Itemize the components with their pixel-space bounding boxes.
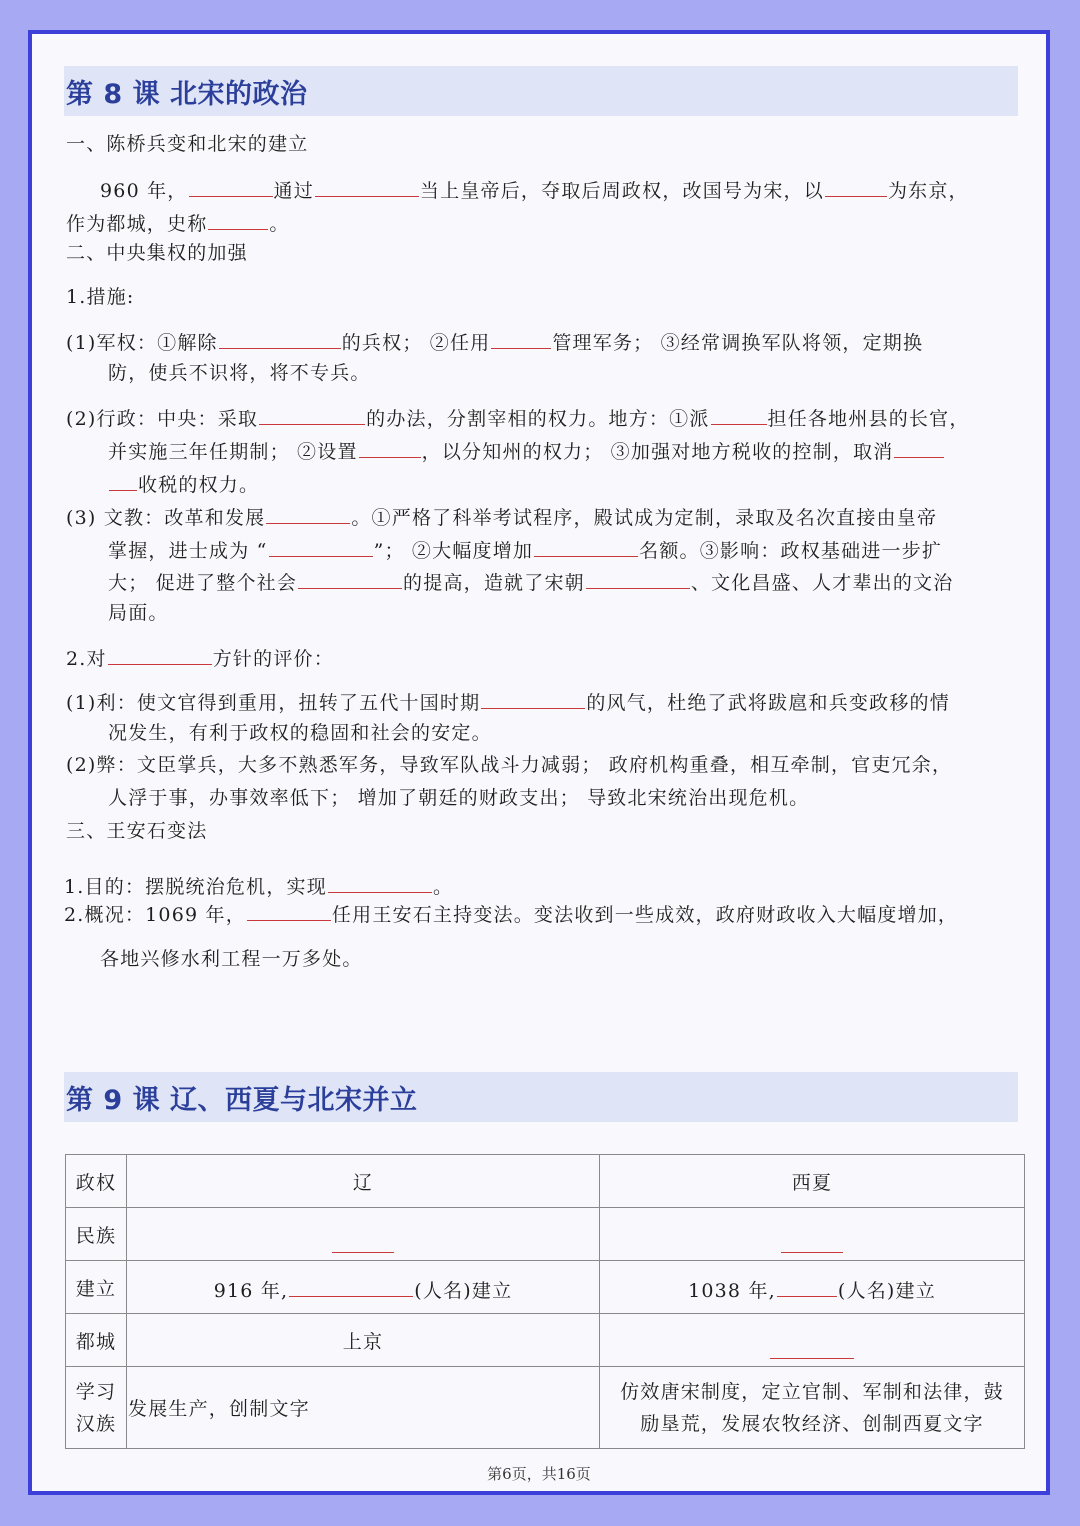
fill-blank: [894, 433, 944, 458]
fill-blank: [219, 324, 341, 349]
page-number: 第6页，共16页: [487, 1465, 591, 1483]
fill-blank: [777, 1272, 837, 1297]
goal-line: 1.目的：摆脱统治危机，实现 。: [64, 868, 453, 904]
fill-blank: [259, 400, 365, 425]
admin-line-3: 收税的权力。: [108, 466, 259, 502]
xixia-learn-cell: 仿效唐宋制度，定立官制、军制和法律，鼓 励垦荒，发展农牧经济、创制西夏文字: [600, 1367, 1025, 1449]
table-row: [66, 1314, 1025, 1367]
admin-line-2: 并实施三年任期制； ②设置 ，以分知州的权力； ③加强对地方税收的控制，取消: [108, 433, 945, 469]
section-1-heading: 一、陈桥兵变和北宋的建立: [66, 133, 309, 155]
table-row: [66, 1261, 1025, 1314]
row-header-learn-han: 学习 汉族: [66, 1367, 127, 1449]
col-header-liao: 辽: [127, 1155, 600, 1208]
row-header-ethnic: 民族: [66, 1208, 127, 1261]
lesson8-header: [64, 66, 1018, 116]
fill-blank: [189, 172, 273, 197]
culture-line-2: 掌握，进士成为 “ ”； ②大幅度增加 名额。③影响：政权基础进一步扩: [108, 532, 942, 568]
pros-line-2: 况发生，有利于政权的稳固和社会的安定。: [108, 722, 492, 744]
row-header-capital: 都城: [66, 1314, 127, 1367]
overview-line-1: 2.概况：1069 年， 任用王安石主持变法。变法收到一些成效，政府财政收入大幅度增加，: [64, 896, 958, 932]
liao-learn-cell: 发展生产，创制文字: [127, 1367, 600, 1449]
fill-blank: [108, 640, 212, 665]
fill-blank: [481, 684, 585, 709]
fill-blank: [289, 1272, 413, 1297]
table-row: [66, 1155, 1025, 1208]
military-line-1: (1)军权：①解除 的兵权； ②任用 管理军务； ③经常调换军队将领，定期换: [66, 324, 923, 360]
col-header-xixia: 西夏: [600, 1155, 1025, 1208]
fill-blank: [359, 433, 421, 458]
fill-blank: [491, 324, 551, 349]
lesson8-title: 第 8 课 北宋的政治: [66, 79, 308, 110]
liao-founding-cell: 916 年, (人名)建立: [127, 1261, 600, 1314]
admin-line-1: (2)行政：中央：采取 的办法，分割宰相的权力。地方：①派 担任各地州县的长官，: [66, 400, 970, 436]
fill-blank: [770, 1334, 854, 1359]
xixia-founding-cell: 1038 年, (人名)建立: [600, 1261, 1025, 1314]
xixia-capital-cell: [600, 1314, 1025, 1367]
fill-blank: [269, 532, 373, 557]
measures-heading: 1.措施:: [66, 286, 135, 308]
lesson9-header: [64, 1072, 1018, 1122]
para-1-line-1: 960 年， 通过 当上皇帝后，夺取后周政权，改国号为宋，以 为东京，: [100, 172, 969, 208]
fill-blank: [328, 868, 432, 893]
overview-line-2: 各地兴修水利工程一万多处。: [100, 948, 363, 970]
military-line-2: 防，使兵不识将，将不专兵。: [108, 362, 371, 384]
section-2-heading: 二、中央集权的加强: [66, 242, 248, 264]
fill-blank: [266, 499, 350, 524]
fill-blank: [109, 466, 137, 491]
row-header-regime: 政权: [66, 1155, 127, 1208]
cons-line-2: 人浮于事，办事效率低下； 增加了朝廷的财政支出； 导致北宋统治出现危机。: [108, 787, 810, 809]
fill-blank: [825, 172, 887, 197]
fill-blank: [586, 564, 690, 589]
fill-blank: [781, 1228, 843, 1253]
table-row: [66, 1208, 1025, 1261]
fill-blank: [298, 564, 402, 589]
culture-line-1: (3) 文教：改革和发展 。①严格了科举考试程序，殿试成为定制，录取及名次直接由皇帝: [66, 499, 937, 535]
row-header-founding: 建立: [66, 1261, 127, 1314]
pros-line-1: (1)利：使文官得到重用，扭转了五代十国时期 的风气，杜绝了武将跋扈和兵变政移的情: [66, 684, 950, 720]
culture-line-4: 局面。: [108, 602, 169, 624]
section-3-heading: 三、王安石变法: [66, 820, 208, 842]
comparison-table: [65, 1154, 1025, 1449]
fill-blank: [534, 532, 638, 557]
evaluation-heading: 2.对 方针的评价：: [66, 640, 334, 676]
fill-blank: [208, 205, 268, 230]
para-1-line-2: 作为都城，史称 。: [66, 205, 290, 241]
fill-blank: [711, 400, 767, 425]
liao-capital-cell: 上京: [127, 1314, 600, 1367]
fill-blank: [247, 896, 331, 921]
fill-blank: [315, 172, 419, 197]
liao-ethnic-cell: [127, 1208, 600, 1261]
document-page: [28, 30, 1050, 1495]
cons-line-1: (2)弊：文臣掌兵，大多不熟悉军务，导致军队战斗力减弱； 政府机构重叠，相互牵制，官吏冗余，: [66, 754, 953, 776]
table-row: [66, 1367, 1025, 1449]
culture-line-3: 大； 促进了整个社会 的提高，造就了宋朝 、文化昌盛、人才辈出的文治: [108, 564, 953, 600]
xixia-ethnic-cell: [600, 1208, 1025, 1261]
fill-blank: [332, 1228, 394, 1253]
lesson9-title: 第 9 课 辽、西夏与北宋并立: [66, 1085, 418, 1116]
